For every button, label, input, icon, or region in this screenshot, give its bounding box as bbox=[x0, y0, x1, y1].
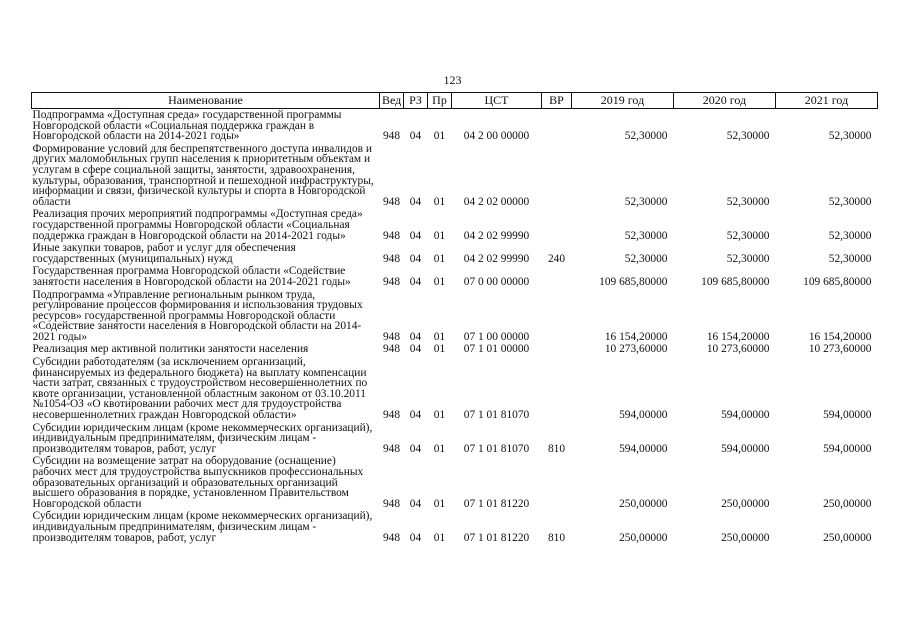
row-vr bbox=[542, 109, 572, 143]
row-cst: 07 1 01 81070 bbox=[463, 442, 530, 455]
row-ved: 948 bbox=[382, 275, 401, 288]
row-2019-value: 109 685,80000 bbox=[599, 275, 668, 288]
row-2020-value: 594,00000 bbox=[721, 409, 770, 422]
row-2020-value: 10 273,60000 bbox=[706, 343, 770, 356]
row-pr: 01 bbox=[433, 497, 446, 510]
row-vr bbox=[542, 289, 572, 344]
row-2020-value: 109 685,80000 bbox=[701, 275, 770, 288]
row-rz: 04 bbox=[409, 195, 422, 208]
row-vr: 240 bbox=[547, 252, 566, 265]
row-2021-value: 52,30000 bbox=[828, 195, 872, 208]
row-ved: 948 bbox=[382, 442, 401, 455]
row-pr: 01 bbox=[433, 252, 446, 265]
row-cst: 04 2 00 00000 bbox=[463, 130, 530, 143]
row-vr bbox=[542, 143, 572, 209]
row-rz: 04 bbox=[409, 130, 422, 143]
row-2020-value: 52,30000 bbox=[726, 252, 770, 265]
row-name: Субсидии работодателям (за исключением организаций, финансируемых из федерального бюджета) на выплату компенсации части затрат, связанных с трудоустройством несовершеннолетних по квоте организации, установленной областным законом от 03.10.2011 №1054-ОЗ «О квотировании рабочих мест для трудоустройства несовершеннолетних граждан Новгородской области» bbox=[32, 356, 368, 422]
col-name-header: Наименование bbox=[32, 93, 380, 109]
row-2021-value: 109 685,80000 bbox=[803, 275, 872, 288]
row-2021-value: 52,30000 bbox=[828, 252, 872, 265]
row-ved: 948 bbox=[382, 497, 401, 510]
row-cst: 07 1 01 81220 bbox=[463, 497, 530, 510]
table-row bbox=[32, 208, 878, 242]
row-name: Подпрограмма «Управление региональным рынком труда, регулирование процессов формирования и использования трудовых ресурсов» государственной программы Новгородской области «Содействие занятости населения в Новгородской области на 2014-2021 годы» bbox=[32, 288, 363, 343]
table-row bbox=[32, 143, 878, 209]
row-ved: 948 bbox=[382, 409, 401, 422]
row-pr: 01 bbox=[433, 275, 446, 288]
row-2019-value: 250,00000 bbox=[619, 497, 668, 510]
row-2020-value: 52,30000 bbox=[726, 195, 770, 208]
table-row bbox=[32, 455, 878, 510]
row-rz: 04 bbox=[409, 497, 422, 510]
row-2019-value: 594,00000 bbox=[619, 442, 668, 455]
row-rz: 04 bbox=[409, 252, 422, 265]
row-ved: 948 bbox=[382, 130, 401, 143]
row-pr: 01 bbox=[433, 229, 446, 242]
col-pr-header: Пр bbox=[428, 93, 452, 109]
row-2021-value: 250,00000 bbox=[823, 497, 872, 510]
table-row bbox=[32, 242, 878, 265]
row-name: Формирование условий для беспрепятственного доступа инвалидов и других маломобильных групп населения к приоритетным объектам и услугам в сфере социальной защиты, занятости, здравоохранения, культуры, образования, транспортной и пешеходной инфраструктуры, информации и связи, физической культуры и спорта в Новгородской области bbox=[32, 142, 374, 208]
col-rz-header: РЗ bbox=[404, 93, 428, 109]
row-2019-value: 52,30000 bbox=[624, 229, 668, 242]
page-number: 123 bbox=[443, 73, 462, 87]
row-ved: 948 bbox=[382, 330, 401, 343]
row-2020-value: 52,30000 bbox=[726, 130, 770, 143]
row-2020-value: 16 154,20000 bbox=[706, 330, 770, 343]
row-2021-value: 250,00000 bbox=[823, 531, 872, 544]
row-2020-value: 250,00000 bbox=[721, 497, 770, 510]
table-body bbox=[32, 109, 878, 545]
row-cst: 07 0 00 00000 bbox=[463, 275, 530, 288]
row-name: Субсидии юридическим лицам (кроме некоммерческих организаций), индивидуальным предпринимателям, физическим лицам - производителям товаров, работ, услуг bbox=[32, 510, 373, 544]
col-2020-header: 2020 год bbox=[674, 93, 776, 109]
col-cst-header: ЦСТ bbox=[452, 93, 542, 109]
row-2021-value: 10 273,60000 bbox=[808, 343, 872, 356]
table-row bbox=[32, 109, 878, 143]
row-ved: 948 bbox=[382, 195, 401, 208]
table-header bbox=[32, 93, 878, 109]
row-2021-value: 52,30000 bbox=[828, 130, 872, 143]
row-2020-value: 250,00000 bbox=[721, 531, 770, 544]
row-name: Субсидии юридическим лицам (кроме некоммерческих организаций), индивидуальным предпринимателям, физическим лицам - производителям товаров, работ, услуг bbox=[32, 421, 373, 455]
row-ved: 948 bbox=[382, 343, 401, 356]
row-name: Реализация прочих мероприятий подпрограммы «Доступная среда» государственной программы Новгородской области «Социальная поддержка граждан в Новгородской области на 2014-2021 годы» bbox=[32, 208, 363, 242]
row-rz: 04 bbox=[409, 229, 422, 242]
row-name: Государственная программа Новгородской области «Содействие занятости населения в Новгородской области на 2014-2021 годы» bbox=[32, 265, 351, 288]
row-2021-value: 16 154,20000 bbox=[808, 330, 872, 343]
row-pr: 01 bbox=[433, 531, 446, 544]
row-name: Подпрограмма «Доступная среда» государственной программы Новгородской области «Социальная поддержка граждан в Новгородской области на 2014-2021 годы» bbox=[32, 109, 342, 143]
row-rz: 04 bbox=[409, 343, 422, 356]
budget-table bbox=[31, 92, 878, 544]
row-2021-value: 594,00000 bbox=[823, 442, 872, 455]
col-ved-header: Вед bbox=[380, 93, 404, 109]
row-ved: 948 bbox=[382, 229, 401, 242]
row-2020-value: 52,30000 bbox=[726, 229, 770, 242]
row-rz: 04 bbox=[409, 531, 422, 544]
row-cst: 04 2 02 00000 bbox=[463, 195, 530, 208]
row-cst: 07 1 01 81070 bbox=[463, 409, 530, 422]
table-row bbox=[32, 265, 878, 288]
row-vr bbox=[542, 265, 572, 288]
table-row bbox=[32, 356, 878, 422]
row-2019-value: 52,30000 bbox=[624, 130, 668, 143]
row-2020-value: 594,00000 bbox=[721, 442, 770, 455]
row-pr: 01 bbox=[433, 195, 446, 208]
row-2021-value: 52,30000 bbox=[828, 229, 872, 242]
row-vr: 810 bbox=[547, 442, 566, 455]
table-row bbox=[32, 422, 878, 456]
row-cst: 07 1 00 00000 bbox=[463, 330, 530, 343]
row-2019-value: 52,30000 bbox=[624, 195, 668, 208]
row-cst: 04 2 02 99990 bbox=[463, 252, 530, 265]
row-2019-value: 250,00000 bbox=[619, 531, 668, 544]
row-vr bbox=[542, 455, 572, 510]
row-rz: 04 bbox=[409, 275, 422, 288]
col-vr-header: ВР bbox=[542, 93, 572, 109]
row-cst: 07 1 01 00000 bbox=[463, 343, 530, 356]
row-vr: 810 bbox=[547, 531, 566, 544]
row-ved: 948 bbox=[382, 252, 401, 265]
row-vr bbox=[542, 343, 572, 356]
row-name: Реализация мер активной политики занятости населения bbox=[32, 343, 309, 356]
table-row bbox=[32, 289, 878, 344]
row-2019-value: 594,00000 bbox=[619, 409, 668, 422]
row-name: Субсидии на возмещение затрат на оборудование (оснащение) рабочих мест для трудоустройства выпускников профессиональных образовательных организаций и образовательных организаций высшего образования в порядке, установленном Правительством Новгородской области bbox=[32, 455, 364, 510]
row-pr: 01 bbox=[433, 442, 446, 455]
row-2019-value: 52,30000 bbox=[624, 252, 668, 265]
table-row bbox=[32, 510, 878, 544]
row-rz: 04 bbox=[409, 330, 422, 343]
row-name: Иные закупки товаров, работ и услуг для обеспечения государственных (муниципальных) нужд bbox=[32, 242, 296, 265]
row-2019-value: 10 273,60000 bbox=[604, 343, 668, 356]
row-pr: 01 bbox=[433, 409, 446, 422]
row-pr: 01 bbox=[433, 343, 446, 356]
row-2021-value: 594,00000 bbox=[823, 409, 872, 422]
row-vr bbox=[542, 356, 572, 422]
row-pr: 01 bbox=[433, 330, 446, 343]
table-row bbox=[32, 343, 878, 356]
row-vr bbox=[542, 208, 572, 242]
row-ved: 948 bbox=[382, 531, 401, 544]
row-2019-value: 16 154,20000 bbox=[604, 330, 668, 343]
col-2019-header: 2019 год bbox=[572, 93, 674, 109]
row-rz: 04 bbox=[409, 409, 422, 422]
col-2021-header: 2021 год bbox=[776, 93, 878, 109]
row-pr: 01 bbox=[433, 130, 446, 143]
row-cst: 04 2 02 99990 bbox=[463, 229, 530, 242]
header-row bbox=[32, 93, 878, 109]
row-rz: 04 bbox=[409, 442, 422, 455]
row-cst: 07 1 01 81220 bbox=[463, 531, 530, 544]
